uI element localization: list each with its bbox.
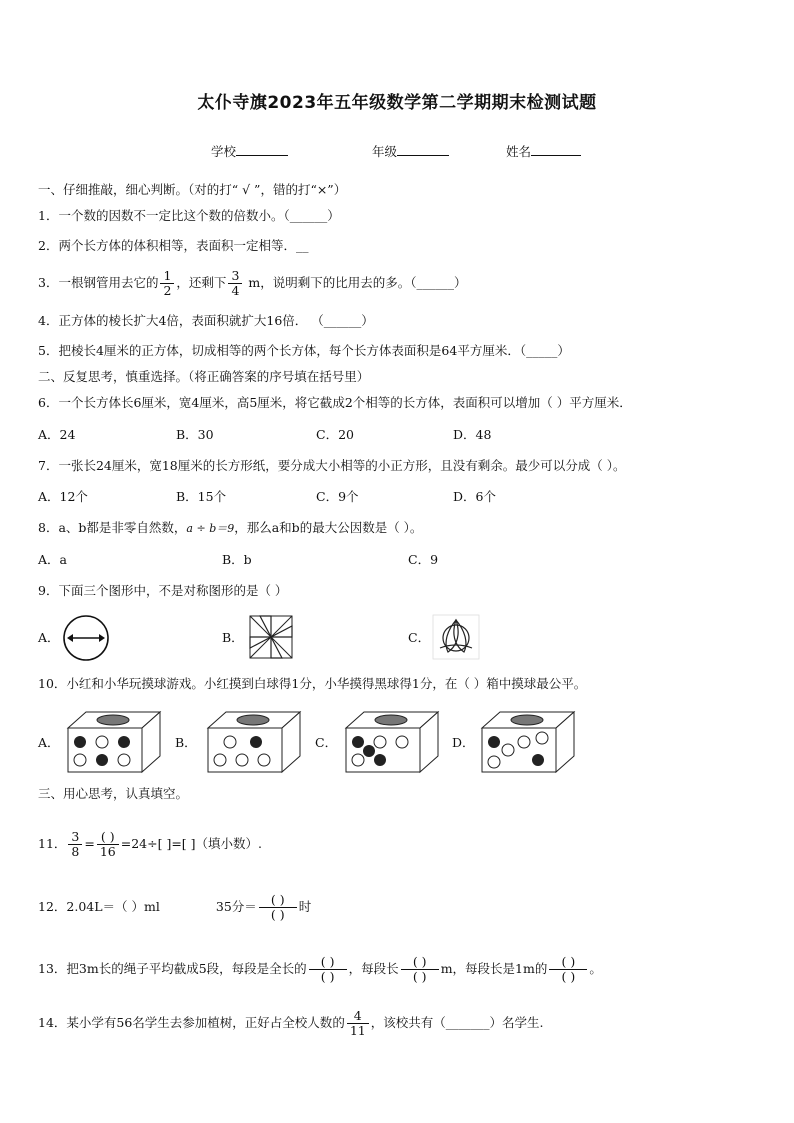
q14-text-b: ，该校共有（_______）名学生.	[370, 1015, 544, 1030]
q3-text-b: ，还剩下	[176, 275, 227, 290]
grade-label: 年级	[372, 144, 398, 159]
q3-fraction-1: $\frac{1}{2}$	[160, 269, 174, 298]
q8-option-b[interactable]: B．b	[222, 552, 252, 567]
q9-option-a-label[interactable]: A．	[38, 630, 60, 645]
triquetra-figure	[432, 614, 480, 660]
q12-text-a: 12．2.04L＝（ ）ml	[38, 899, 160, 914]
q10-option-c-label[interactable]: C．	[315, 735, 338, 750]
page-title: 太仆寺旗2023年五年级数学第二学期期末检测试题	[197, 93, 597, 113]
q10-option-b-label[interactable]: B．	[175, 735, 197, 750]
question-11	[38, 826, 262, 862]
pinwheel-figure	[248, 614, 294, 660]
q9-option-b-label[interactable]: B．	[222, 630, 244, 645]
q8-text-b: ，那么a和b的最大公因数是（ ）。	[234, 520, 423, 535]
q9-option-c-label[interactable]: C．	[408, 630, 431, 645]
q10-option-a-label[interactable]: A．	[38, 735, 60, 750]
question-6-stem: 6．一个长方体长6厘米，宽4厘米，高5厘米，将它截成2个相等的长方体，表面积可以增加（ ）平方厘米．	[38, 395, 632, 410]
q7-option-c[interactable]: C．9个	[316, 489, 359, 504]
question-2: 2．两个长方体的体积相等，表面积一定相等．__	[38, 238, 309, 253]
name-blank[interactable]	[531, 143, 581, 156]
q13-fraction-1[interactable]: $\frac{( )}{( )}$	[309, 955, 347, 984]
q8-text-a: 8．a、b都是非零自然数，	[38, 520, 187, 535]
q6-option-b[interactable]: B．30	[176, 427, 214, 442]
school-label: 学校	[211, 144, 237, 159]
q11-number: 11．	[38, 836, 67, 851]
question-8-stem	[38, 518, 422, 539]
grade-field[interactable]	[372, 142, 449, 160]
q11-rest: =24÷[ ]=[ ]（填小数）.	[120, 836, 263, 851]
section-1-heading: 一、仔细推敲，细心判断。（对的打“ √ ”，错的打“×”）	[38, 182, 347, 197]
q8-option-a[interactable]: A．a	[38, 552, 67, 567]
q13-fraction-3[interactable]: $\frac{( )}{( )}$	[549, 955, 587, 984]
name-field[interactable]	[506, 142, 581, 160]
q11-fraction-2[interactable]: $\frac{( )}{16}$	[97, 830, 119, 859]
grade-blank[interactable]	[397, 143, 449, 156]
q13-text-b: ，每段长	[348, 961, 399, 976]
question-4: 4．正方体的棱长扩大4倍，表面积就扩大16倍． （______）	[38, 313, 374, 328]
name-label: 姓名	[506, 144, 532, 159]
section-2-heading: 二、反复思考，慎重选择。（将正确答案的序号填在括号里）	[38, 369, 370, 384]
section-3-heading: 三、用心思考，认真填空。	[38, 786, 189, 801]
question-7-stem: 7．一张长24厘米，宽18厘米的长方形纸，要分成大小相等的小正方形，且没有剩余。最少可以分成（ ）。	[38, 458, 626, 473]
q8-expression: a ÷ b＝9	[186, 522, 235, 535]
q12-text-c: 时	[298, 899, 312, 914]
q12-text-b: 35分＝	[215, 899, 257, 914]
q13-text-c: m，每段长是1m的	[440, 961, 548, 976]
q13-text-a: 13．把3m长的绳子平均截成5段，每段是全长的	[38, 961, 307, 976]
q6-option-d[interactable]: D．48	[453, 427, 492, 442]
question-12	[38, 888, 311, 926]
q6-option-a[interactable]: A．24	[38, 427, 76, 442]
q7-option-a[interactable]: A．12个	[38, 489, 88, 504]
q3-text-a: 3．一根钢管用去它的	[38, 275, 159, 290]
q12-fraction[interactable]: $\frac{( )}{( )}$	[259, 893, 297, 922]
q3-text-c: m，说明剩下的比用去的多。（______）	[244, 275, 467, 290]
q3-fraction-2: $\frac{3}{4}$	[228, 269, 242, 298]
q11-equals: =	[84, 836, 95, 851]
circle-arrow-figure	[60, 612, 112, 664]
q7-option-d[interactable]: D．6个	[453, 489, 496, 504]
q13-text-d: 。	[589, 961, 602, 976]
ball-box-d	[480, 708, 576, 774]
q14-fraction: $\frac{4}{11}$	[347, 1009, 369, 1038]
q13-fraction-2[interactable]: $\frac{( )}{( )}$	[401, 955, 439, 984]
q7-option-b[interactable]: B．15个	[176, 489, 227, 504]
question-9-stem: 9．下面三个图形中，不是对称图形的是（ ）	[38, 583, 288, 598]
q10-option-d-label[interactable]: D．	[452, 735, 475, 750]
q14-text-a: 14．某小学有56名学生去参加植树，正好占全校人数的	[38, 1015, 345, 1030]
school-field[interactable]	[211, 142, 288, 160]
school-blank[interactable]	[236, 143, 288, 156]
ball-box-a	[66, 708, 162, 774]
ball-box-c	[344, 708, 440, 774]
ball-box-b	[206, 708, 302, 774]
q11-fraction-1: $\frac{3}{8}$	[68, 830, 82, 859]
question-10-stem: 10．小红和小华玩摸球游戏。小红摸到白球得1分，小华摸得黑球得1分，在（ ）箱中摸球最公平。	[38, 676, 587, 691]
question-5: 5．把棱长4厘米的正方体，切成相等的两个长方体，每个长方体表面积是64平方厘米．（_____）	[38, 343, 570, 358]
question-1: 1．一个数的因数不一定比这个数的倍数小。（______）	[38, 208, 340, 223]
question-3	[38, 266, 466, 300]
q6-option-c[interactable]: C．20	[316, 427, 354, 442]
q8-option-c[interactable]: C．9	[408, 552, 439, 567]
question-13	[38, 950, 602, 988]
question-14	[38, 1004, 543, 1042]
